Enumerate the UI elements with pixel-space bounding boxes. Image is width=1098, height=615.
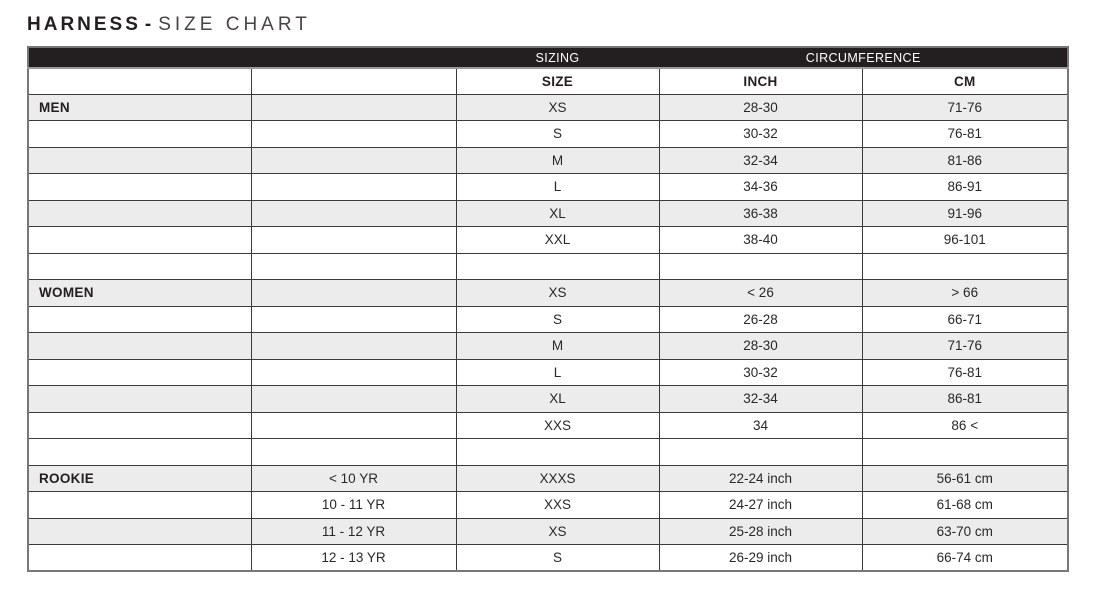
cell-inch: 30-32 bbox=[659, 121, 862, 148]
cell-inch: 26-29 inch bbox=[659, 545, 862, 572]
table-row bbox=[28, 492, 1068, 519]
cell-inch: 25-28 inch bbox=[659, 518, 862, 545]
cell-category bbox=[28, 200, 251, 227]
table-row bbox=[28, 359, 1068, 386]
cell-cm bbox=[862, 253, 1068, 280]
cell-size: XXS bbox=[456, 412, 659, 439]
cell-inch bbox=[659, 439, 862, 466]
cell-inch: 38-40 bbox=[659, 227, 862, 254]
cell-age bbox=[251, 253, 456, 280]
cell-cm: 71-76 bbox=[862, 333, 1068, 360]
size-chart-table bbox=[27, 46, 1069, 572]
table-row bbox=[28, 412, 1068, 439]
table-row bbox=[28, 227, 1068, 254]
cell-size: M bbox=[456, 333, 659, 360]
group-header-circumference: CIRCUMFERENCE bbox=[659, 47, 1068, 68]
cell-inch: < 26 bbox=[659, 280, 862, 307]
cell-category: WOMEN bbox=[28, 280, 251, 307]
column-header-size: SIZE bbox=[456, 68, 659, 94]
cell-size: XS bbox=[456, 94, 659, 121]
cell-category bbox=[28, 412, 251, 439]
cell-age bbox=[251, 359, 456, 386]
cell-size: L bbox=[456, 174, 659, 201]
cell-category bbox=[28, 518, 251, 545]
table-row bbox=[28, 174, 1068, 201]
cell-age bbox=[251, 333, 456, 360]
column-header-cm: CM bbox=[862, 68, 1068, 94]
cell-inch: 32-34 bbox=[659, 386, 862, 413]
table-row bbox=[28, 147, 1068, 174]
cell-category: MEN bbox=[28, 94, 251, 121]
cell-category bbox=[28, 439, 251, 466]
cell-cm bbox=[862, 439, 1068, 466]
cell-age bbox=[251, 121, 456, 148]
cell-age bbox=[251, 174, 456, 201]
cell-cm: 66-74 cm bbox=[862, 545, 1068, 572]
cell-cm: 86-91 bbox=[862, 174, 1068, 201]
cell-size: XL bbox=[456, 200, 659, 227]
column-header-inch: INCH bbox=[659, 68, 862, 94]
cell-category bbox=[28, 386, 251, 413]
cell-age bbox=[251, 94, 456, 121]
cell-age bbox=[251, 439, 456, 466]
title-subtitle: SIZE CHART bbox=[158, 14, 311, 35]
table-row bbox=[28, 333, 1068, 360]
cell-inch: 36-38 bbox=[659, 200, 862, 227]
cell-cm: 76-81 bbox=[862, 359, 1068, 386]
cell-category: ROOKIE bbox=[28, 465, 251, 492]
column-header-row bbox=[28, 68, 1068, 94]
separator-row bbox=[28, 253, 1068, 280]
cell-inch: 32-34 bbox=[659, 147, 862, 174]
cell-size bbox=[456, 439, 659, 466]
cell-age: < 10 YR bbox=[251, 465, 456, 492]
table-row bbox=[28, 94, 1068, 121]
cell-age bbox=[251, 306, 456, 333]
cell-inch: 28-30 bbox=[659, 333, 862, 360]
cell-category bbox=[28, 227, 251, 254]
page-title bbox=[27, 14, 311, 36]
size-table-body bbox=[28, 94, 1068, 571]
cell-age bbox=[251, 386, 456, 413]
cell-age bbox=[251, 227, 456, 254]
cell-inch: 34 bbox=[659, 412, 862, 439]
cell-cm: 56-61 cm bbox=[862, 465, 1068, 492]
cell-size: S bbox=[456, 545, 659, 572]
cell-inch: 26-28 bbox=[659, 306, 862, 333]
title-brand: HARNESS bbox=[27, 14, 141, 35]
cell-cm: 66-71 bbox=[862, 306, 1068, 333]
cell-inch bbox=[659, 253, 862, 280]
column-header-category bbox=[28, 68, 251, 94]
cell-size: M bbox=[456, 147, 659, 174]
cell-age bbox=[251, 412, 456, 439]
cell-size: XXS bbox=[456, 492, 659, 519]
table-row bbox=[28, 465, 1068, 492]
cell-category bbox=[28, 174, 251, 201]
cell-cm: > 66 bbox=[862, 280, 1068, 307]
cell-cm: 91-96 bbox=[862, 200, 1068, 227]
table-row bbox=[28, 121, 1068, 148]
cell-category bbox=[28, 147, 251, 174]
group-header-blank bbox=[28, 47, 456, 68]
title-separator: - bbox=[144, 14, 155, 35]
cell-size: XXXS bbox=[456, 465, 659, 492]
cell-age: 11 - 12 YR bbox=[251, 518, 456, 545]
group-header-sizing: SIZING bbox=[456, 47, 659, 68]
cell-size: S bbox=[456, 306, 659, 333]
cell-age bbox=[251, 200, 456, 227]
table-row bbox=[28, 280, 1068, 307]
cell-size: XL bbox=[456, 386, 659, 413]
cell-size: XS bbox=[456, 518, 659, 545]
cell-inch: 34-36 bbox=[659, 174, 862, 201]
cell-category bbox=[28, 253, 251, 280]
cell-category bbox=[28, 359, 251, 386]
cell-cm: 96-101 bbox=[862, 227, 1068, 254]
cell-size bbox=[456, 253, 659, 280]
cell-category bbox=[28, 545, 251, 572]
table-row bbox=[28, 200, 1068, 227]
cell-cm: 71-76 bbox=[862, 94, 1068, 121]
cell-category bbox=[28, 306, 251, 333]
cell-cm: 86-81 bbox=[862, 386, 1068, 413]
column-header-age bbox=[251, 68, 456, 94]
cell-size: L bbox=[456, 359, 659, 386]
table-row bbox=[28, 545, 1068, 572]
cell-size: XS bbox=[456, 280, 659, 307]
cell-size: S bbox=[456, 121, 659, 148]
cell-category bbox=[28, 121, 251, 148]
cell-inch: 24-27 inch bbox=[659, 492, 862, 519]
cell-category bbox=[28, 333, 251, 360]
cell-age bbox=[251, 147, 456, 174]
cell-cm: 63-70 cm bbox=[862, 518, 1068, 545]
separator-row bbox=[28, 439, 1068, 466]
table-row bbox=[28, 518, 1068, 545]
group-header-row bbox=[28, 47, 1068, 68]
cell-cm: 86 < bbox=[862, 412, 1068, 439]
cell-inch: 28-30 bbox=[659, 94, 862, 121]
cell-age: 10 - 11 YR bbox=[251, 492, 456, 519]
cell-cm: 76-81 bbox=[862, 121, 1068, 148]
cell-inch: 22-24 inch bbox=[659, 465, 862, 492]
table-row bbox=[28, 386, 1068, 413]
cell-age: 12 - 13 YR bbox=[251, 545, 456, 572]
cell-cm: 61-68 cm bbox=[862, 492, 1068, 519]
table-row bbox=[28, 306, 1068, 333]
cell-category bbox=[28, 492, 251, 519]
cell-inch: 30-32 bbox=[659, 359, 862, 386]
cell-cm: 81-86 bbox=[862, 147, 1068, 174]
cell-size: XXL bbox=[456, 227, 659, 254]
cell-age bbox=[251, 280, 456, 307]
